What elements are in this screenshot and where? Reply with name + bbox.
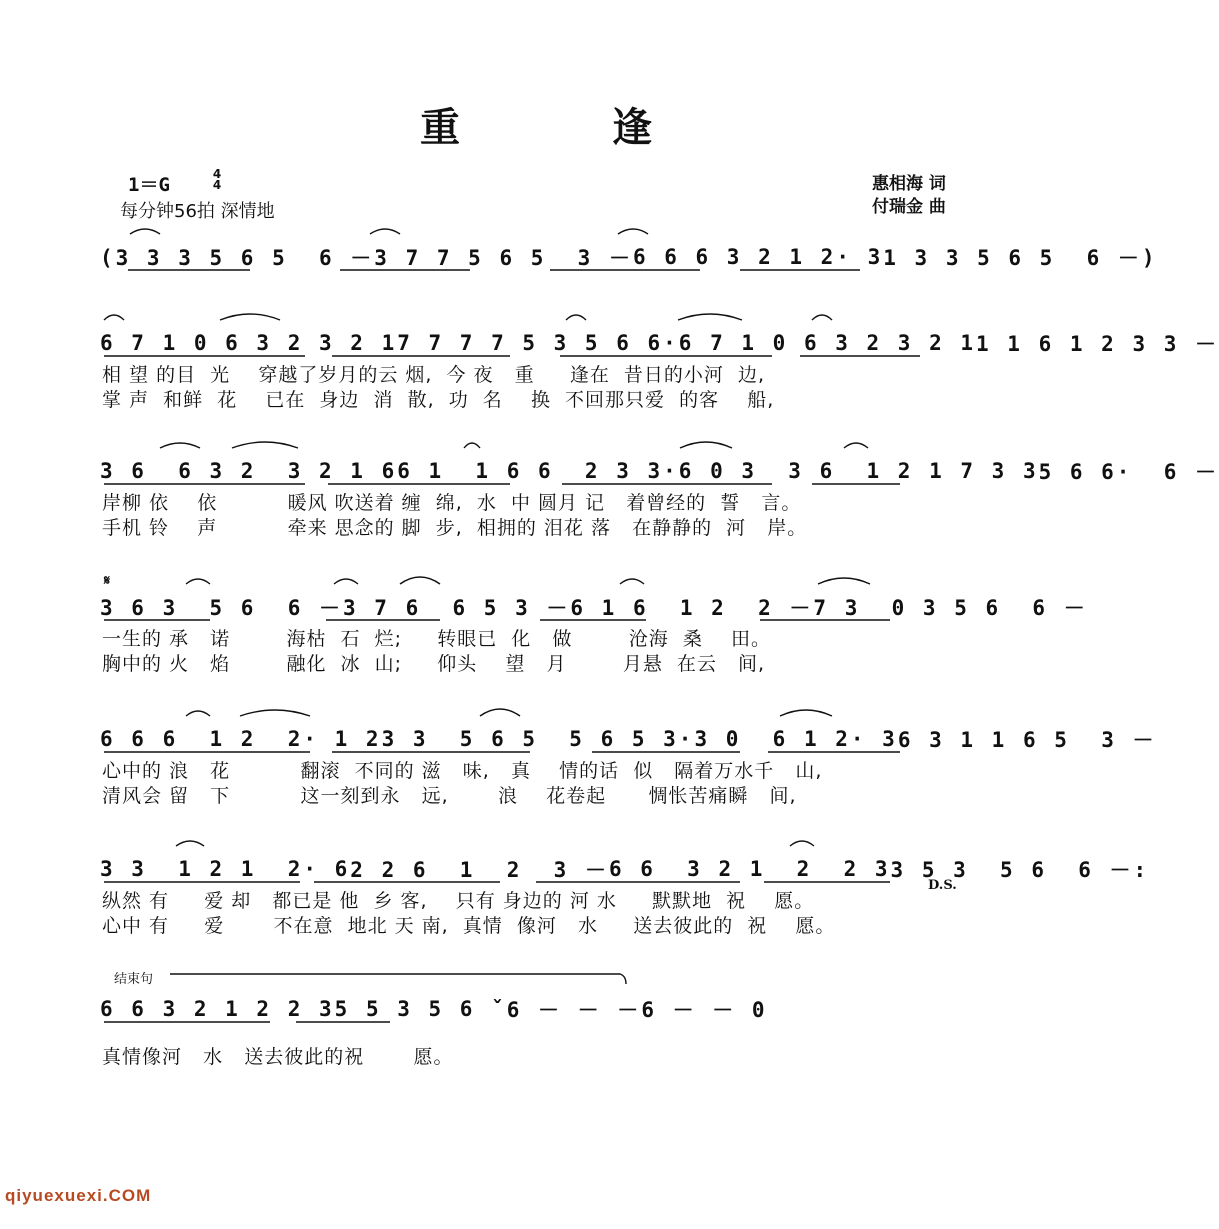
measure: 1 3 3 5 6 5 6 －) [883, 246, 1158, 270]
lyric-verse-1: 相 望 的目 光 穿越了岁月的云 烟, 今 夜 重 逢在 昔日的小河 边, [102, 364, 766, 386]
measure: 6 － － － [506, 998, 642, 1022]
slur-marks [100, 568, 980, 588]
lyric-verse-2: 清风会 留 下 这一刻到永 远, 浪 花卷起 惆怅苦痛瞬 间, [102, 785, 797, 807]
measure: 3 5 3 5 6 6 －: [890, 858, 1150, 882]
measure: 5 6 6· 6 － [1038, 460, 1219, 484]
lyric-verse-1: 岸柳 依 依 暖风 吹送着 缠 绵, 水 中 圆月 记 着曾经的 誓 言。 [102, 492, 802, 514]
site-watermark: qiyuexuexi.COM [5, 1186, 152, 1205]
measure: 3 7 6 6 5 3 － [343, 596, 571, 620]
measure: 6 1 1 6 6 2 3 3· [397, 459, 679, 483]
lyric-verse-2: 手机 铃 声 牵来 思念的 脚 步, 相拥的 泪花 落 在静静的 河 岸。 [102, 517, 808, 539]
tempo-marking: 每分钟56拍 深情地 [120, 201, 275, 222]
measure: 5 5 3 5 6 ˇ [334, 997, 507, 1021]
underline-beams [100, 262, 980, 274]
slur-marks [100, 304, 980, 324]
underline-beams [100, 612, 980, 624]
time-top: 4 [212, 167, 222, 181]
lyric-ending: 真情像河 水 送去彼此的祝 愿。 [102, 1046, 454, 1068]
measure: 6 6 6 1 2 2· 1 2 [100, 727, 382, 751]
measure: 6 7 1 0 6 3 2 3 2 1 [678, 331, 977, 355]
measure: 6 6 3 2 1 2 2 3 [608, 857, 891, 881]
measure: 6 3 1 1 6 5 3 － [897, 728, 1157, 752]
measure: (3 3 3 5 6 5 6 － [100, 246, 375, 270]
underline-beams [100, 874, 980, 886]
measure: 6 0 3 3 6 1 2 1 7 3 3 [678, 459, 1039, 483]
measure: 6 － － 0 [641, 998, 768, 1022]
lyric-verse-2: 掌 声 和鲜 花 已在 身边 消 散, 功 名 换 不回那只爱 的客 船, [102, 389, 775, 411]
underline-beams [100, 348, 980, 360]
key-signature: 1＝G [128, 174, 170, 196]
dal-segno-marking: D.S. [928, 878, 957, 893]
slur-marks [100, 830, 980, 850]
measure: 2 2 6 1 2 3 － [350, 858, 609, 882]
measure: 3 6 3 5 6 6 － [100, 596, 344, 620]
measure: 3 3 5 6 5 5 6 5 3· [381, 727, 695, 751]
lyric-verse-1: 心中的 浪 花 翻滚 不同的 滋 味, 真 情的话 似 隔着万水千 山, [102, 760, 823, 782]
lyricist-credit: 惠相海 词 [872, 174, 946, 194]
coda-bracket [170, 968, 630, 988]
measure: 7 7 7 7 5 3 5 6 6· [397, 331, 679, 355]
composer-credit: 付瑞金 曲 [872, 197, 946, 217]
measure: 6 6 3 2 1 2 2 3 [100, 997, 335, 1021]
lyric-verse-1: 纵然 有 爱 却 都已是 他 乡 客, 只有 身边的 河 水 默默地 祝 愿。 [102, 890, 815, 912]
measure: 7 3 0 3 5 6 6 － [813, 596, 1088, 620]
coda-label: 结束句 [114, 972, 154, 987]
measure: 3 0 6 1 2· 3 [694, 727, 898, 751]
underline-beams [100, 476, 980, 488]
lyric-verse-2: 心中 有 爱 不在意 地北 天 南, 真情 像河 水 送去彼此的 祝 愿。 [102, 915, 836, 937]
segno-sign: 𝄋 [104, 573, 111, 589]
lyric-verse-2: 胸中的 火 焰 融化 冰 山; 仰头 望 月 月悬 在云 间, [102, 653, 766, 675]
measure: 3 3 1 2 1 2· 6 [100, 857, 351, 881]
measure: 6 6 6 3 2 1 2· 3 [632, 245, 884, 269]
measure: 3 7 7 5 6 5 3 － [374, 246, 633, 270]
measure: 1 1 6 1 2 3 3 － [976, 332, 1219, 356]
lyric-verse-1: 一生的 承 诺 海枯 石 烂; 转眼已 化 做 沧海 桑 田。 [102, 628, 771, 650]
measure: 6 1 6 1 2 2 － [570, 596, 814, 620]
measure: 6 7 1 0 6 3 2 3 2 1 [100, 331, 398, 355]
time-signature [207, 169, 227, 191]
time-bottom: 4 [212, 178, 222, 192]
song-title: 重 逢 [420, 105, 708, 151]
underline-beams [100, 1014, 640, 1026]
slur-marks [100, 432, 980, 452]
measure: 3 6 6 3 2 3 2 1 6 [100, 459, 398, 483]
underline-beams [100, 744, 980, 756]
slur-marks [100, 700, 980, 720]
slur-marks [100, 218, 980, 238]
